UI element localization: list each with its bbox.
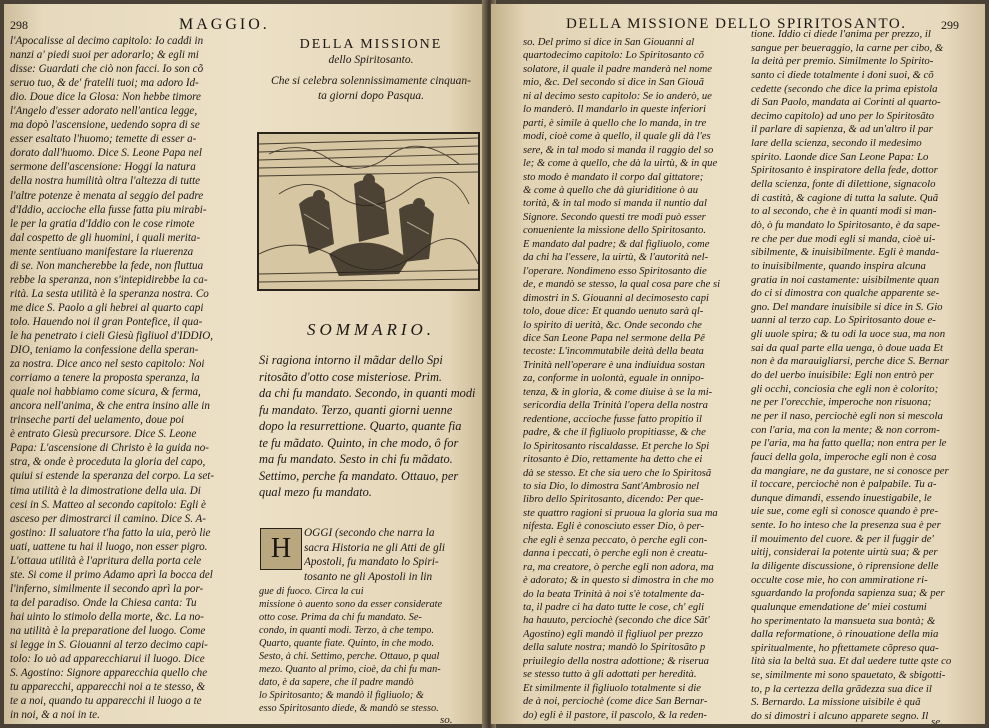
right-column-a-line: lo Spiritosanto riscaldasse. Et perche lo Spi [523,440,710,452]
right-column-a-line: lo manderò. Il mandarlo in queste inferiori [523,104,707,116]
right-column-b-line: do del uerbo inuisibile: Egli non entrò per [751,369,934,382]
sommario-line: ritosãto d'otto cose misteriose. Prim. [259,369,442,384]
chapter-title-line-1: DELLA MISSIONE [299,37,443,52]
right-column-b-line: dunque dimandi, essendo inuestigabile, le [751,491,932,504]
right-column-a-line: ta, il padre ci ha dato tutte le cose, ch' egli [523,602,705,614]
right-column-a-line: quartodecimo capitolo: Lo Spiritosanto cõ [523,50,704,62]
right-column-a-line: dice San Leone Papa nel sermone della Pê [523,332,705,344]
right-column-a-line: do) egli è il pastore, il pascolo, & la reden- [523,709,707,721]
left-column-b-line: condo, in quanti modi. Terzo, à che tempo. [259,625,434,636]
left-column-a-line: Papa: L'ascensione di Christo è la guida no- [10,442,209,455]
chapter-title [266,37,476,104]
right-column-a-line: che egli è senza peccato, ò perche egli con- [523,534,708,546]
right-column-b-line: occulte cose mie, ho con ammiratione ri- [751,573,928,586]
right-column-b-line: to inuisibilmente, quando inspira alcuna [751,259,926,272]
left-column-a-line: uati, uattene tu hai il luogo, non esser pigro. [10,540,208,553]
right-column-b-line: S. Bernardo. La missione uisibile è quã [751,696,921,709]
right-column-a-line: Signore. Secondo questi tre modi può esser [523,211,706,223]
right-column-a-line: solatore, il quale il padre manderà nel nome [523,63,712,75]
right-column-a-line: sericordia della Trinità l'opera della nostra [523,400,708,412]
right-column-b-line: santo ci diede totalmente i doni suoi, & cõ [751,68,934,81]
right-column-b-line: sibilmente, & inuisibilmente. Egli è manda- [751,246,940,259]
chapter-subtitle [266,74,476,104]
left-column-b-initial-line: Apostoli, fu mandato lo Spiri- [304,556,439,569]
left-column-b-line: esso Spiritosanto diede, & mandò se stesso. [259,703,439,714]
left-column-b-line: lo Spiritosanto; & mandò il figliuolo; & [259,690,424,701]
right-column-b [751,28,979,724]
left-column-a-line: hai uinto lo stimolo della morte, &c. La no- [10,610,204,623]
right-column-a-line: danna i peccati, ò perche egli non è creatu- [523,548,708,560]
right-column-a-line: Agostino) egli mandò il figliuol per prezzo [523,628,703,640]
right-column-a-line: Trinità nell'operare è una indiuidua sostan [523,359,705,371]
right-column-b-line: con l'aria, ma con la mente; & non corrom- [751,423,940,436]
right-column-b-line: la diligente discussione, ò riprensione delle [751,559,939,572]
left-column-a-line: ma dopò l'ascensione, uedendo sopra di se [10,119,200,132]
left-column-a-line: dio. Doue dice la Glosa: Non hebbe timore [10,91,201,104]
right-column-b-line: pe l'aria, ma ha fatto quella; non entra per le [751,437,947,450]
sommario-line: Settimo, perche fa mandato. Ottauo, per [259,468,459,483]
sommario-text [259,352,481,501]
left-column-b-initial-line: tosanto ne gli Apostoli in lin [304,570,433,583]
right-column-b-line: da mangiare, ne da gustare, ne si conosce per [751,464,949,477]
left-column-a-line: me dice S. Paolo a gli hebrei al quarto capi [10,301,204,314]
right-column-b-line: dalla reformatione, ò rinouatione della mia [751,628,939,641]
right-column-b-line: do si dimostri i alcuno apparete segno. Il [751,710,929,723]
right-column-a-line: l'operare. Nondimeno esso Spiritosanto die [523,265,707,277]
left-column-a-line: mente sentiuano manifestare la riuerenza [10,245,194,258]
right-column-a-line: tolo, doue dice: Et quando uenuto sarà ql- [523,306,704,318]
left-column-a-line: esser esaltato l'huomo; temette di esser a- [10,133,197,146]
right-column-b-line: uie sue, come egli si conosce quando è pre- [751,505,939,518]
right-column-b-line: lare della scienza, secondo il medesimo [751,137,922,150]
right-column-a-line: modi, cioè come à quello, il quale gli dà l'es [523,131,711,143]
right-column-b-line: la deità per premio. Similmente lo Spirito- [751,55,934,68]
right-column-b-line: dò, ò fu mandato lo Spiritosanto, è da sape- [751,218,940,231]
left-column-a-line: della nostra humilità oltra l'altezza di tutte [10,175,201,188]
sommario-line: Si ragiona intorno il mãdar dello Spi [259,353,443,367]
right-column-a-line: dimostri in S. Giouanni al decimosesto capi [523,292,709,304]
right-column-a-line: redentione, accioche fusse fatto propitio il [523,413,702,425]
right-column-a-line: & come à quello che dà giuriditione ò au [523,184,699,196]
right-column-a-line: padre, & che il figliuolo propitiasse, & che [523,427,706,439]
right-column-b-line: uitij, considerai la potente uirtù sua; & per [751,546,938,559]
right-column-a [523,36,745,722]
left-column-b-line: Sesto, à chi. Settimo, perche. Ottauo, p qual [259,651,440,662]
right-column-b-line: se, similmente mi sono spauetato, & sbigotti- [751,669,946,682]
left-running-head: MAGGIO. [179,16,270,33]
left-column-b-line: dato, è da sapere, che il padre mandò [259,677,414,688]
subtitle-line-1: Che si celebra solennissimamente cinquan- [271,75,471,87]
right-column-a-line: tecoste: L'incommutabile deità della beata [523,346,704,358]
left-column-a-line: l'inferno, similmente il secondo aprì la por- [10,582,204,595]
right-column-a-line: torità, & in tal modo si manda il nuntio dal [523,198,707,210]
left-column-b-initial-line: OGGI (secondo che narra la [304,527,435,539]
left-column-a-line: stra, & onde è proceduta la gloria del capo, [10,456,206,469]
left-column-b-line: missione ò auento sono da esser considerate [259,599,443,610]
right-column-b-line: il mouimento del cuore. & per il fuggir de' [751,532,934,545]
right-column-a-line: da chi ha l'essere, la uirtù, & l'autorità nel- [523,252,709,264]
sommario-line: fu mandato. Terzo, quanti giorni uenne [259,402,453,417]
left-column-a-line: tolo. Hauendo noi il gran Pontefice, il qua- [10,315,203,328]
right-column-b-line: della scienza, fonte di dilettione, signacolo [751,178,936,191]
right-column-a-line: parti, è simile à quello che lo manda, in tre [523,117,707,129]
right-column-b-line: qualunque emendatione de' miei costumi [751,600,927,613]
left-column-a [10,34,250,722]
left-column-b-line: mezo. Quanto al primo, cioè, da chi fu man- [259,664,441,675]
right-column-b-line: di San Paolo, mandata ai Corinti al quarto- [751,96,941,109]
left-column-a-line: in noi, & a noi in te. [10,709,100,722]
right-column-a-line: ritosanto è Dio, rettamente ha detto che ei [523,454,703,466]
sommario-line: qual mezo fu mandato. [259,485,372,499]
left-column-a-line: l'Apocalisse al decimo capitolo: Io caddi in [10,35,204,47]
right-column-b-line: ne per il naso, perciochè egli non si mescola [751,409,943,422]
right-column-a-line: sto modo è mandato il corpo dal gittatore; [523,171,704,183]
right-column-b-line: re che per due modi egli si manda, cioè ui- [751,232,936,245]
left-column-a-line: tima utilità è la dimostratione della uia. Di [10,484,201,497]
left-column-a-line: corriamo a tenere la proposta speranza, la [10,372,200,385]
right-column-b-line: sguardando la profonda sapienza sua; & per [751,587,945,600]
right-column-b-line: spirito. Laonde dice San Leone Papa: Lo [751,150,929,163]
left-column-a-line: S. Agostino: Signore apparecchia quello che [10,667,208,680]
right-column-b-line: decimo capitolo) ad uno per lo Spiritosãto [751,109,934,122]
right-column-a-line: de à noi, perciochè (come dice San Bernar- [523,696,708,708]
sommario-line: te fu mãdato. Quinto, in che modo, ô for [259,435,459,450]
left-column-a-line: ta del paradiso. Onde la Chiesa canta: Tu [10,596,197,609]
right-column-a-line: za, conforme in uolontà, eguale in onnipo- [523,373,704,385]
left-column-a-line: na utilità è la preparatione del luogo. Come [10,624,206,637]
left-column-b-line: otto cose. Prima da chi fu mandato. Se- [259,612,422,623]
left-column-a-line: le ha penetrato i cieli Giesù figliuol d'IDDIO, [10,329,213,342]
subtitle-line-2: ta giorni dopo Pasqua. [317,90,425,102]
sommario-heading: SOMMARIO. [306,320,436,339]
right-column-b-line: gno. Del mandare inuisibile si dice in S. Gio [751,300,943,313]
right-column-b-line: do ci si dimostra con qualche apparente se- [751,287,940,300]
sommario-line: dopo la resurrettione. Quarto, quante fia [259,419,462,433]
right-column-b-line: sente. Io ho inteso che la presenza sua è per [751,519,941,532]
chapter-title-line-2: dello Spiritosanto. [328,54,414,66]
right-column-a-line: sere, & in tal modo si manda il raggio del so [523,144,714,156]
right-column-a-line: so. Del primo si dice in San Giouanni al [523,37,695,48]
left-column-a-line: L'ottaua utilità è l'apritura della porta cele [10,554,202,567]
right-column-b-line: sangue per beueraggio, la carne per cibo, & [751,41,944,54]
left-catchword: so. [440,714,453,724]
right-column-a-line: è adorato; & in questo si dimostra in che mo [523,575,714,587]
left-column-a-line: le per la gratia d'Iddio con le cose rimote [10,217,195,230]
right-column-a-line: della salute nostra; mandò lo Spiritosãto p [523,642,706,654]
right-running-head: DELLA MISSIONE DELLO SPIRITOSANTO. [566,16,907,32]
right-column-b-line: fauci della gola, imperoche egli non è cosa [751,450,937,463]
left-column-a-line: nanzi a' piedi suoi per adorarlo; & egli mi [10,49,199,62]
right-column-a-line: Et similmente il figliuolo totalmente si die [523,682,701,694]
left-page [4,4,487,724]
left-column-a-line: asceso per dimostrarci il camino. Dice S. A- [10,512,206,525]
right-column-a-line: libro dello Spiritosanto, dicendo: Per que- [523,494,704,506]
right-column-a-line: do la beata Trinità à noi s'è totalmente da- [523,588,705,600]
left-column-a-line: l'altre potenze è menata al seggio del padre [10,189,204,202]
right-column-a-line: de, e mandò se stesso, la qual cosa pare che si [523,279,721,291]
left-column-a-line: dorato dall'huomo. Dice S. Leone Papa nel [10,147,202,160]
left-column-a-line: cesi in S. Matteo al secondo capitolo: Egli è [10,498,206,511]
right-column-a-line: to sia Dio, lo dimostra Sant'Ambrosio nel [523,480,700,492]
right-column-a-line: le; & come à quello, che dà la uirtù, & in que [523,158,718,170]
right-column-a-line: tenza, & in gloria, & come diuise à se la mi- [523,386,713,398]
right-column-b-line: ho sperimentato la mansueta sua bontà; & [751,614,936,627]
right-catchword: se. [931,716,943,724]
right-column-b-line: ne per l'orecchie, imperoche non risuona; [751,396,932,409]
left-column-a-line: tu apparecchi, apparecchi noi a te stesso, & [10,681,206,694]
right-column-b-line: gli uuole spira; & tu odi la uoce sua, ma non [751,328,946,341]
right-column-b-line: uanni al terzo cap. Lo Spiritosanto doue e- [751,314,936,327]
left-column-a-line: rità. La sesta utilità è la speranza nostra. Co [10,287,209,300]
right-folio: 299 [941,18,959,32]
right-column-b-line: non è da marauigliarsi, perche dice S. Bernar [751,355,949,368]
right-page [491,4,985,724]
right-column-b-line: spiritualmente, ho pftettamete cõpreso qua- [751,641,939,654]
left-column-a-line: quiui si estende la speranza del corpo. La set- [10,470,215,483]
left-column-a-line: ancora nell'anima, & che entra insino alle in [10,400,210,413]
woodcut-illustration [257,132,480,291]
left-column-a-line: gostino: Il saluatore t'ha fatto la uia, però lie [10,526,211,539]
right-column-a-line: E mandato dal padre; & dal figliuolo, come [523,238,710,250]
left-folio: 298 [10,18,28,32]
sommario-line: ma fu mandato. Sesto in chi fu mãdato. [259,452,453,466]
left-column-a-line: te a noi, quando tu apparecchi il luogo a te [10,695,202,708]
left-column-b-initial-line: sacra Historia ne gli Atti de gli [304,541,446,554]
left-column-a-line: è entrato Giesù precursore. Dice S. Leone [10,428,197,441]
right-column-a-line: nifesta. Egli è conosciuto esser Dio, ò per- [523,521,705,533]
sommario-line: da chi fu mandato. Secondo, in quanti modi [259,386,476,400]
right-column-a-line: lo spirito di uerità, &c. Onde secondo che [523,319,702,331]
right-column-b-line: di castità, & cagione di tutta la salute. Quã [751,191,939,204]
right-column-b-line: gli occhi, conciosia che egli non è colorito; [751,382,939,395]
right-column-a-line: priuilegio della nostra adottione; & riserua [523,655,709,667]
left-column-a-line: si legge in S. Giouanni al terzo decimo capi- [10,639,208,652]
left-column-b [259,585,483,715]
left-column-a-line: za nostra. Dice anco nel sesto capitolo: Noi [10,358,205,371]
right-column-b-line: gratia in noi castamente: uisibilmente quan [751,273,940,286]
right-column-b-line: il parlare di sapienza, & ad un'altro il par [751,123,933,136]
left-column-a-line: disse: Guardati che ciò non facci. Io son cõ [10,63,204,76]
left-column-a-line: d'Iddio, accioche ella fusse fatta piu mirabi- [10,203,207,216]
right-column-b-line: il toccare, perciochè non è palpabile. Tu a- [751,478,937,491]
right-column-b-line: tione. Iddio ci diede l'anima per prezzo, il [751,28,931,40]
right-column-b-line: lità sia la beltà sua. Et dal uedere tutte qste co [751,655,952,668]
right-column-b-line: cedette (secondo che dice la prima epistola [751,82,938,95]
right-column-b-line: Spiritosanto è inspiratore della fede, dottor [751,164,938,177]
right-column-a-line: ste quattro ragioni si pruoua la gloria sua ma [523,507,718,519]
left-column-a-line: tolo: Io uò ad apparecchiarui il luogo. Dice [10,653,205,666]
left-column-a-line: l'Angelo d'esser adorato nell'antica legge, [10,105,198,118]
left-column-a-line: sermone dell'ascensione: Hoggi la natura [10,161,196,174]
left-column-b-initial-lines [304,526,482,584]
left-column-a-line: ste. Si come il primo Adamo aprì la bocca del [10,568,213,581]
right-column-a-line: ni al decimo sesto capitolo: Se io anderò, ue [523,90,712,102]
left-column-a-line: trinseche parti del uelamento, doue poi [10,414,185,427]
right-column-b-line: to, p la certezza della grãdezza sua dice il [751,682,932,695]
right-column-b-line: sai da qual parte ella uenga, ò doue uada Et [751,341,943,354]
left-column-b-line: gue di fuoco. Circa la cui [259,586,364,597]
left-column-a-line: dal cospetto de gli huomini, i quali merita- [10,231,201,244]
right-column-a-line: ra, ma creatore, ò perche egli non adora, ma [523,561,714,573]
left-column-a-line: seruo tuo, & de' fratelli tuoi; ma adoro Id- [10,77,199,90]
right-column-a-line: dà se stesso. Et che sia uero che lo Spiritosã [523,467,712,479]
left-column-a-line: rebbe la speranza, non s'intepidirebbe la ca- [10,273,208,286]
left-column-a-line: quale noi habbiamo come sicura, & ferma, [10,386,201,399]
right-column-a-line: ha hauuto, perciochè (secondo che dice Sãt' [523,615,710,627]
right-column-a-line: se stesso tutto à gli adottati per heredità. [523,669,697,681]
right-column-a-line: conueniente la missione dello Spiritosanto. [523,225,706,237]
left-column-a-line: DIO, teniamo la confessione della speran- [10,344,199,357]
initial-letter: H [270,533,292,564]
right-column-b-line: to al secondo, che è in quanti modi si man- [751,205,937,218]
right-column-a-line: mio, &c. Del secondo si dice in San Giouã [523,77,704,89]
left-column-a-line: di se. Non mancherebbe la fede, non fluttua [10,259,204,272]
decorated-initial [260,528,302,570]
left-column-b-line: Quarto, quante fiate. Quinto, in che modo. [259,638,435,649]
